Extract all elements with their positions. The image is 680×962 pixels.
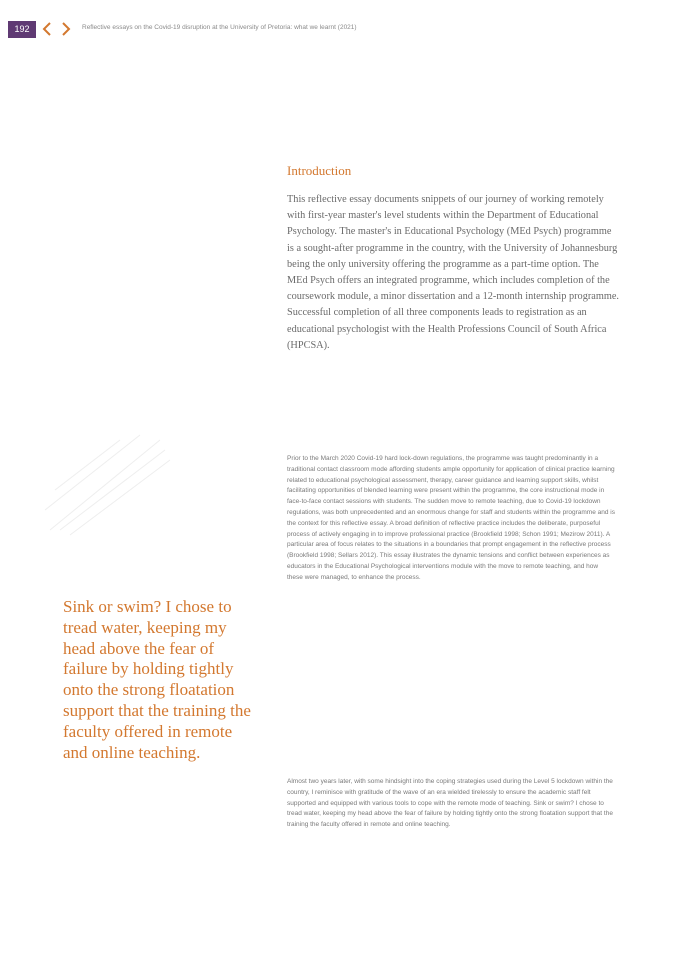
next-page-button[interactable] [57, 18, 75, 40]
body-paragraph: Almost two years later, with some hindsight into the coping strategies used during the Level 5 lockdown within the country, I reminisce with gratitude of the wave of an era wielded tirelessly to ensure the academic staff felt supported and equipped with various tools to cope with the remote mode of teaching. Sink or swim? I chose to tread water, keeping my head above the fear of failure by holding tightly onto the strong floatation support that the training the faculty offered in remote and online teaching. [287, 778, 613, 829]
previous-page-button[interactable] [38, 18, 56, 40]
page-header [0, 18, 680, 40]
body-paragraph: Prior to the March 2020 Covid-19 hard lock-down regulations, the programme was taught predominantly in a traditional contact classroom mode affording students ample opportunity for application of clinical practice learning related to educational psychological assessment, therapy, career guidance and learning support skills, whilst facilitating opportunities of blended learning were present within the programme, the core instructional mode in face-to-face contact sessions with students. The sudden move to remote teaching, due to Covid-19 lockdown regulations, was both unprecedented and an enormous change for staff and students within the programme and is the context for this reflective essay. A broad definition of reflective practice includes the deliberate, purposeful process of actively engaging in to improve professional practice (Brookfield 1998; Schon 1991; Mezirow 2011). A particular area of focus relates to the situations in a boundaries that prompt engagement in the reflective process (Brookfield 1998; Sellars 2012). This essay illustrates the dynamic tensions and conflict between experiences as educators in the Educational Psychological interventions module with the move to remote teaching, and how these were managed, to enhance the process. [287, 455, 615, 581]
intro-paragraph: This reflective essay documents snippets of our journey of working remotely with first-year master's level students within the Department of Educational Psychology. The master's in Educational Psychology (MEd Psych) programme is a sought-after programme in the country, with the University of Johannesburg being the only university offering the programme as a part-time option. The MEd Psych offers an integrated programme, which includes completion of the coursework module, a minor dissertation and a 12-month internship programme. Successful completion of all three components leads to registration as an educational psychologist with the Health Professions Council of South Africa (HPCSA). [287, 194, 619, 351]
chevron-right-icon [60, 21, 72, 37]
pull-quote: Sink or swim? I chose to tread water, keeping my head above the fear of failure by holding tightly onto the strong floatation support that the training the faculty offered in remote and online teaching. [63, 597, 251, 762]
running-title: Reflective essays on the Covid-19 disruption at the University of Pretoria: what we learnt (2021) [82, 24, 357, 31]
chevron-left-icon [41, 21, 53, 37]
decorative-watermark [40, 430, 180, 540]
section-heading: Introduction [287, 163, 352, 178]
page-number: 192 [8, 21, 36, 38]
